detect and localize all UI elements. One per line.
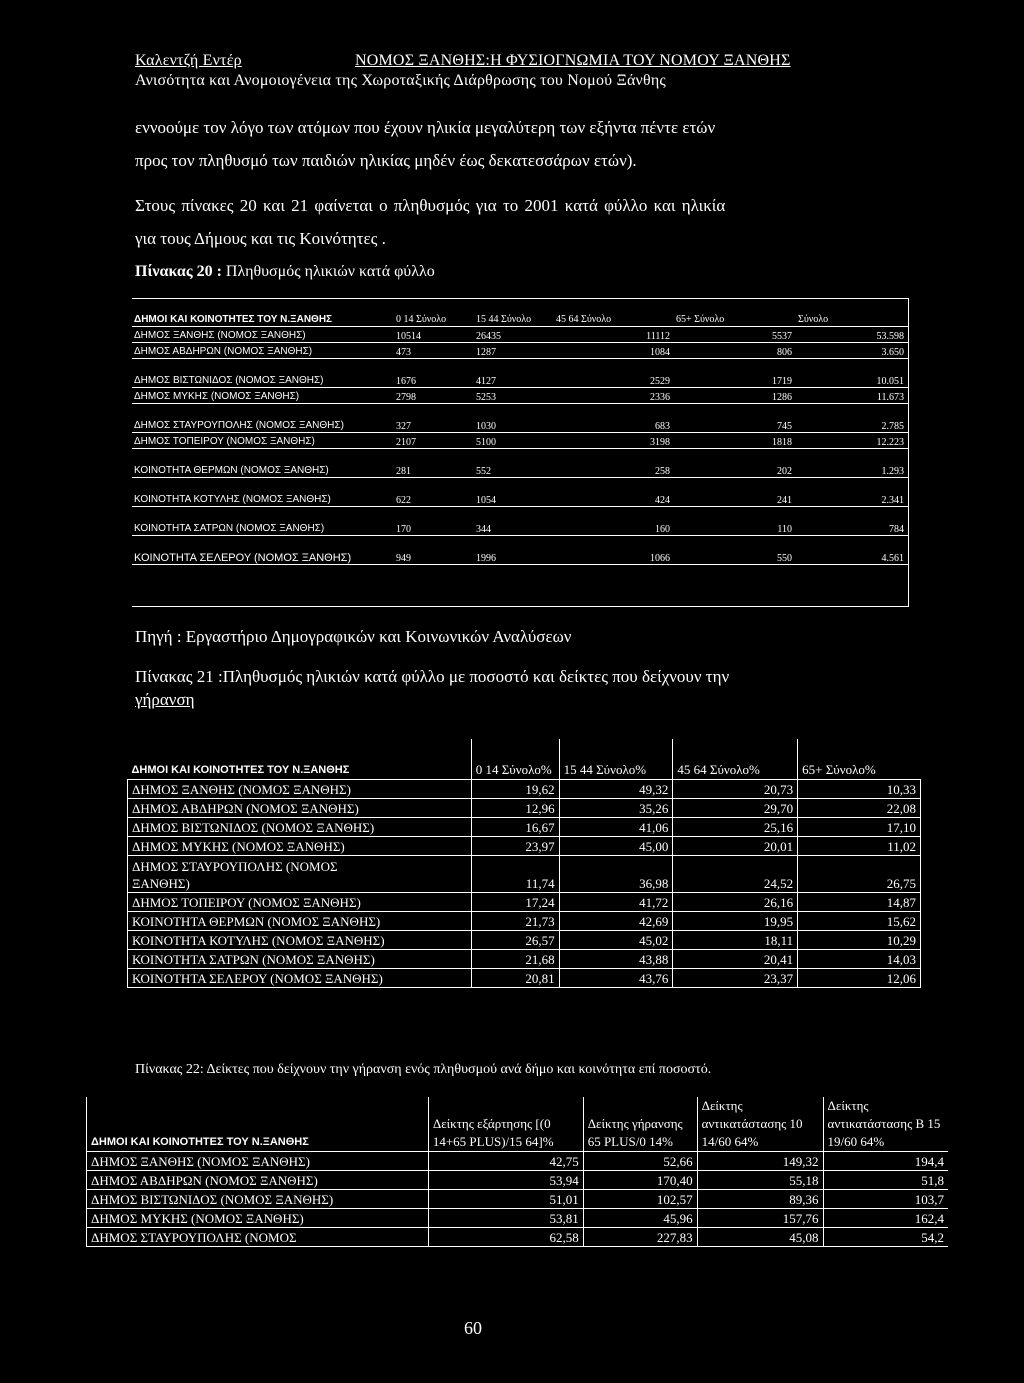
cell: 29,70: [673, 799, 798, 818]
cell: 22,08: [798, 799, 921, 818]
table20-caption-label: Πίνακας 20 :: [135, 263, 226, 280]
cell: 24,52: [673, 856, 798, 893]
cell: 1818: [674, 433, 796, 449]
cell: 12,06: [798, 969, 921, 988]
cell: 160: [554, 507, 674, 536]
cell: 55,18: [697, 1171, 823, 1190]
cell: 157,76: [697, 1209, 823, 1228]
cell: 5253: [474, 388, 554, 404]
cell: 45,08: [697, 1228, 823, 1247]
cell: 1286: [674, 388, 796, 404]
cell: 1030: [474, 404, 554, 433]
row-label: ΔΗΜΟΣ ΒΙΣΤΩΝΙΔΟΣ (ΝΟΜΟΣ ΞΑΝΘΗΣ): [132, 359, 394, 388]
cell: 35,26: [559, 799, 673, 818]
cell: 25,16: [673, 818, 798, 837]
cell: 806: [674, 343, 796, 359]
table-row: [132, 507, 908, 536]
cell: 1676: [394, 359, 474, 388]
row-label: ΔΗΜΟΣ ΑΒΔΗΡΩΝ (ΝΟΜΟΣ ΞΑΝΘΗΣ): [132, 343, 394, 359]
cell: 11112: [554, 327, 674, 343]
cell: 26435: [474, 327, 554, 343]
cell: 3.650: [796, 343, 908, 359]
table20-header-65plus: 65+ Σύνολο: [674, 298, 796, 327]
table21-header-area: ΔΗΜΟΙ ΚΑΙ ΚΟΙΝΟΤΗΤΕΣ ΤΟΥ Ν.ΞΑΝΘΗΣ: [128, 739, 472, 780]
cell: 17,10: [798, 818, 921, 837]
table-row: [132, 343, 908, 359]
table20-header-15-44: 15 44 Σύνολο: [474, 298, 554, 327]
cell: 2.785: [796, 404, 908, 433]
cell: 170,40: [583, 1171, 697, 1190]
row-label: ΔΗΜΟΣ ΣΤΑΥΡΟΥΠΟΛΗΣ (ΝΟΜΟΣ ΞΑΝΘΗΣ): [128, 856, 472, 893]
cell: 10,29: [798, 931, 921, 950]
cell: 162,4: [823, 1209, 948, 1228]
cell: 1996: [474, 536, 554, 565]
cell: 2336: [554, 388, 674, 404]
cell: 110: [674, 507, 796, 536]
row-label: ΚΟΙΝΟΤΗΤΑ ΘΕΡΜΩΝ (ΝΟΜΟΣ ΞΑΝΘΗΣ): [128, 912, 472, 931]
row-label: ΚΟΙΝΟΤΗΤΑ ΣΕΛΕΡΟΥ (ΝΟΜΟΣ ΞΑΝΘΗΣ): [132, 536, 394, 565]
row-label: ΔΗΜΟΣ ΒΙΣΤΩΝΙΔΟΣ (ΝΟΜΟΣ ΞΑΝΘΗΣ): [87, 1190, 429, 1209]
table21-caption: Πίνακας 21 :Πληθυσμός ηλικιών κατά φύλλο με ποσοστό και δείκτες που δείχνουν την: [135, 667, 730, 686]
paragraph-line-3: Στους πίνακες 20 και 21 φαίνεται ο πληθυσμός για το 2001 κατά φύλλο και ηλικία: [135, 196, 726, 215]
cell: 11,74: [471, 856, 559, 893]
table-row: [87, 1152, 949, 1171]
cell: 53,81: [428, 1209, 583, 1228]
cell: 12.223: [796, 433, 908, 449]
cell: 2.341: [796, 478, 908, 507]
cell: 1066: [554, 536, 674, 565]
cell: 26,16: [673, 893, 798, 912]
cell: 18,11: [673, 931, 798, 950]
cell: 14,87: [798, 893, 921, 912]
table20-header-row: [132, 298, 908, 327]
cell: 51,01: [428, 1190, 583, 1209]
table-row: [128, 799, 921, 818]
cell: 20,73: [673, 780, 798, 799]
table-22: [86, 1097, 948, 1247]
table-row: [128, 950, 921, 969]
header-author: Καλεντζή Εντέρ: [135, 52, 242, 69]
paragraph-line-2: προς τον πληθυσμό των παιδιών ηλικίας μηδέν έως δεκατεσσάρων ετών).: [135, 151, 637, 170]
cell: 45,00: [559, 837, 673, 856]
table21-header-row: [128, 739, 921, 780]
cell: 103,7: [823, 1190, 948, 1209]
cell: 15,62: [798, 912, 921, 931]
cell: 949: [394, 536, 474, 565]
row-label: ΚΟΙΝΟΤΗΤΑ ΣΕΛΕΡΟΥ (ΝΟΜΟΣ ΞΑΝΘΗΣ): [128, 969, 472, 988]
cell: 281: [394, 449, 474, 478]
table20-header-0-14: 0 14 Σύνολο: [394, 298, 474, 327]
row-label: ΔΗΜΟΣ ΒΙΣΤΩΝΙΔΟΣ (ΝΟΜΟΣ ΞΑΝΘΗΣ): [128, 818, 472, 837]
cell: 149,32: [697, 1152, 823, 1171]
cell: 1054: [474, 478, 554, 507]
row-label: ΔΗΜΟΣ ΑΒΔΗΡΩΝ (ΝΟΜΟΣ ΞΑΝΘΗΣ): [87, 1171, 429, 1190]
row-label: ΔΗΜΟΣ ΞΑΝΘΗΣ (ΝΟΜΟΣ ΞΑΝΘΗΣ): [132, 327, 394, 343]
row-label: ΚΟΙΝΟΤΗΤΑ ΣΑΤΡΩΝ (ΝΟΜΟΣ ΞΑΝΘΗΣ): [132, 507, 394, 536]
cell: 258: [554, 449, 674, 478]
table-row: [87, 1228, 949, 1247]
cell: 2798: [394, 388, 474, 404]
table-row: [132, 478, 908, 507]
cell: 4127: [474, 359, 554, 388]
table-row: [132, 433, 908, 449]
table22-caption: Πίνακας 22: Δείκτες που δείχνουν την γήρανση ενός πληθυσμού ανά δήμο και κοινότητα επί ποσοστό.: [135, 1062, 712, 1077]
cell: 19,95: [673, 912, 798, 931]
header-subtitle: Ανισότητα και Ανομοιογένεια της Χωροταξικής Διάρθρωσης του Νομού Ξάνθης: [135, 72, 666, 89]
cell: 20,01: [673, 837, 798, 856]
table21-header-0-14: 0 14 Σύνολο%: [471, 739, 559, 780]
cell: 26,75: [798, 856, 921, 893]
table-row: [87, 1171, 949, 1190]
paragraph-line-4: για τους Δήμους και τις Κοινότητες .: [135, 229, 386, 248]
cell: 43,88: [559, 950, 673, 969]
cell: 622: [394, 478, 474, 507]
table-row: [132, 359, 908, 388]
cell: 19,62: [471, 780, 559, 799]
cell: 36,98: [559, 856, 673, 893]
cell: 26,57: [471, 931, 559, 950]
table-row: [128, 837, 921, 856]
cell: 51,8: [823, 1171, 948, 1190]
table-row: [132, 388, 908, 404]
row-label: ΔΗΜΟΣ ΜΥΚΗΣ (ΝΟΜΟΣ ΞΑΝΘΗΣ): [128, 837, 472, 856]
row-label: ΔΗΜΟΣ ΣΤΑΥΡΟΥΠΟΛΗΣ (ΝΟΜΟΣ ΞΑΝΘΗΣ): [132, 404, 394, 433]
cell: 241: [674, 478, 796, 507]
table22-header-row: [87, 1097, 949, 1152]
row-label: ΔΗΜΟΣ ΣΤΑΥΡΟΥΠΟΛΗΣ (ΝΟΜΟΣ: [87, 1228, 429, 1247]
cell: 41,72: [559, 893, 673, 912]
cell: 552: [474, 449, 554, 478]
cell: 45,02: [559, 931, 673, 950]
cell: 53,94: [428, 1171, 583, 1190]
table21-header-65plus: 65+ Σύνολο%: [798, 739, 921, 780]
source-note: Πηγή : Εργαστήριο Δημογραφικών και Κοινωνικών Αναλύσεων: [135, 627, 572, 646]
cell: 89,36: [697, 1190, 823, 1209]
table20-caption: [135, 263, 435, 281]
cell: 170: [394, 507, 474, 536]
row-label: ΔΗΜΟΣ ΜΥΚΗΣ (ΝΟΜΟΣ ΞΑΝΘΗΣ): [87, 1209, 429, 1228]
cell: 53.598: [796, 327, 908, 343]
cell: 5537: [674, 327, 796, 343]
row-label: ΚΟΙΝΟΤΗΤΑ ΚΟΤΥΛΗΣ (ΝΟΜΟΣ ΞΑΝΘΗΣ): [128, 931, 472, 950]
cell: 21,73: [471, 912, 559, 931]
header-title: ΝΟΜΟΣ ΞΑΝΘΗΣ:Η ΦΥΣΙΟΓΝΩΜΙΑ ΤΟΥ ΝΟΜΟΥ ΞΑΝΘΗΣ: [355, 52, 791, 69]
cell: 473: [394, 343, 474, 359]
table-row: [128, 818, 921, 837]
table-row: [128, 969, 921, 988]
paragraph-line-1: εννοούμε τον λόγο των ατόμων που έχουν ηλικία μεγαλύτερη των εξήντα πέντε ετών: [135, 118, 716, 137]
table-row: [128, 912, 921, 931]
cell: 10514: [394, 327, 474, 343]
row-label: ΚΟΙΝΟΤΗΤΑ ΚΟΤΥΛΗΣ (ΝΟΜΟΣ ΞΑΝΘΗΣ): [132, 478, 394, 507]
cell: 4.561: [796, 536, 908, 565]
page-number: 60: [464, 1318, 482, 1338]
cell: 194,4: [823, 1152, 948, 1171]
cell: 2529: [554, 359, 674, 388]
cell: 1084: [554, 343, 674, 359]
cell: 784: [796, 507, 908, 536]
cell: 102,57: [583, 1190, 697, 1209]
table22-header-aging: Δείκτης γήρανσης 65 PLUS/0 14%: [583, 1097, 697, 1152]
cell: 2107: [394, 433, 474, 449]
cell: 20,41: [673, 950, 798, 969]
cell: 683: [554, 404, 674, 433]
cell: 49,32: [559, 780, 673, 799]
cell: 23,37: [673, 969, 798, 988]
cell: 23,97: [471, 837, 559, 856]
cell: 17,24: [471, 893, 559, 912]
table-row: [132, 327, 908, 343]
cell: 16,67: [471, 818, 559, 837]
table-row: [128, 931, 921, 950]
cell: 62,58: [428, 1228, 583, 1247]
row-label: ΔΗΜΟΣ ΤΟΠΕΙΡΟΥ (ΝΟΜΟΣ ΞΑΝΘΗΣ): [128, 893, 472, 912]
table-row: [132, 449, 908, 478]
row-label: ΚΟΙΝΟΤΗΤΑ ΘΕΡΜΩΝ (ΝΟΜΟΣ ΞΑΝΘΗΣ): [132, 449, 394, 478]
table-row: [87, 1209, 949, 1228]
cell: 12,96: [471, 799, 559, 818]
cell: 14,03: [798, 950, 921, 969]
table-row: [132, 404, 908, 433]
table-21: [127, 739, 921, 988]
table-row: [132, 536, 908, 565]
table22-header-dependency: Δείκτης εξάρτησης [(0 14+65 PLUS)/15 64]%: [428, 1097, 583, 1152]
row-label: ΔΗΜΟΣ ΜΥΚΗΣ (ΝΟΜΟΣ ΞΑΝΘΗΣ): [132, 388, 394, 404]
table22-header-replacement-b: Δείκτης αντικατάστασης Β 15 19/60 64%: [823, 1097, 948, 1152]
table-row: [128, 856, 921, 893]
cell: 227,83: [583, 1228, 697, 1247]
cell: 1.293: [796, 449, 908, 478]
table21-header-15-44: 15 44 Σύνολο%: [559, 739, 673, 780]
row-label: ΔΗΜΟΣ ΞΑΝΘΗΣ (ΝΟΜΟΣ ΞΑΝΘΗΣ): [87, 1152, 429, 1171]
row-label: ΔΗΜΟΣ ΤΟΠΕΙΡΟΥ (ΝΟΜΟΣ ΞΑΝΘΗΣ): [132, 433, 394, 449]
cell: 3198: [554, 433, 674, 449]
cell: 1287: [474, 343, 554, 359]
cell: 43,76: [559, 969, 673, 988]
cell: 11.673: [796, 388, 908, 404]
table22-header-area: ΔΗΜΟΙ ΚΑΙ ΚΟΙΝΟΤΗΤΕΣ ΤΟΥ Ν.ΞΑΝΘΗΣ: [87, 1097, 429, 1152]
cell: 10.051: [796, 359, 908, 388]
row-label: ΔΗΜΟΣ ΞΑΝΘΗΣ (ΝΟΜΟΣ ΞΑΝΘΗΣ): [128, 780, 472, 799]
cell: 1719: [674, 359, 796, 388]
cell: 745: [674, 404, 796, 433]
table-20: [132, 298, 908, 565]
cell: 344: [474, 507, 554, 536]
cell: 11,02: [798, 837, 921, 856]
table21-header-45-64: 45 64 Σύνολο%: [673, 739, 798, 780]
cell: 41,06: [559, 818, 673, 837]
cell: 21,68: [471, 950, 559, 969]
cell: 42,75: [428, 1152, 583, 1171]
table-row: [128, 780, 921, 799]
cell: 52,66: [583, 1152, 697, 1171]
cell: 54,2: [823, 1228, 948, 1247]
cell: 5100: [474, 433, 554, 449]
cell: 550: [674, 536, 796, 565]
table20-header-45-64: 45 64 Σύνολο: [554, 298, 674, 327]
cell: 20,81: [471, 969, 559, 988]
cell: 42,69: [559, 912, 673, 931]
table22-header-replacement: Δείκτης αντικατάστασης 10 14/60 64%: [697, 1097, 823, 1152]
table20-caption-text: Πληθυσμός ηλικιών κατά φύλλο: [225, 263, 435, 280]
row-label: ΚΟΙΝΟΤΗΤΑ ΣΑΤΡΩΝ (ΝΟΜΟΣ ΞΑΝΘΗΣ): [128, 950, 472, 969]
cell: 327: [394, 404, 474, 433]
cell: 424: [554, 478, 674, 507]
cell: 202: [674, 449, 796, 478]
row-label: ΔΗΜΟΣ ΑΒΔΗΡΩΝ (ΝΟΜΟΣ ΞΑΝΘΗΣ): [128, 799, 472, 818]
table-row: [128, 893, 921, 912]
table20-header-area: ΔΗΜΟΙ ΚΑΙ ΚΟΙΝΟΤΗΤΕΣ ΤΟΥ Ν.ΞΑΝΘΗΣ: [132, 298, 394, 327]
table-row: [87, 1190, 949, 1209]
table20-header-total: Σύνολο: [796, 298, 908, 327]
cell: 45,96: [583, 1209, 697, 1228]
cell: 10,33: [798, 780, 921, 799]
table21-caption-cont: γήρανση: [135, 690, 195, 709]
